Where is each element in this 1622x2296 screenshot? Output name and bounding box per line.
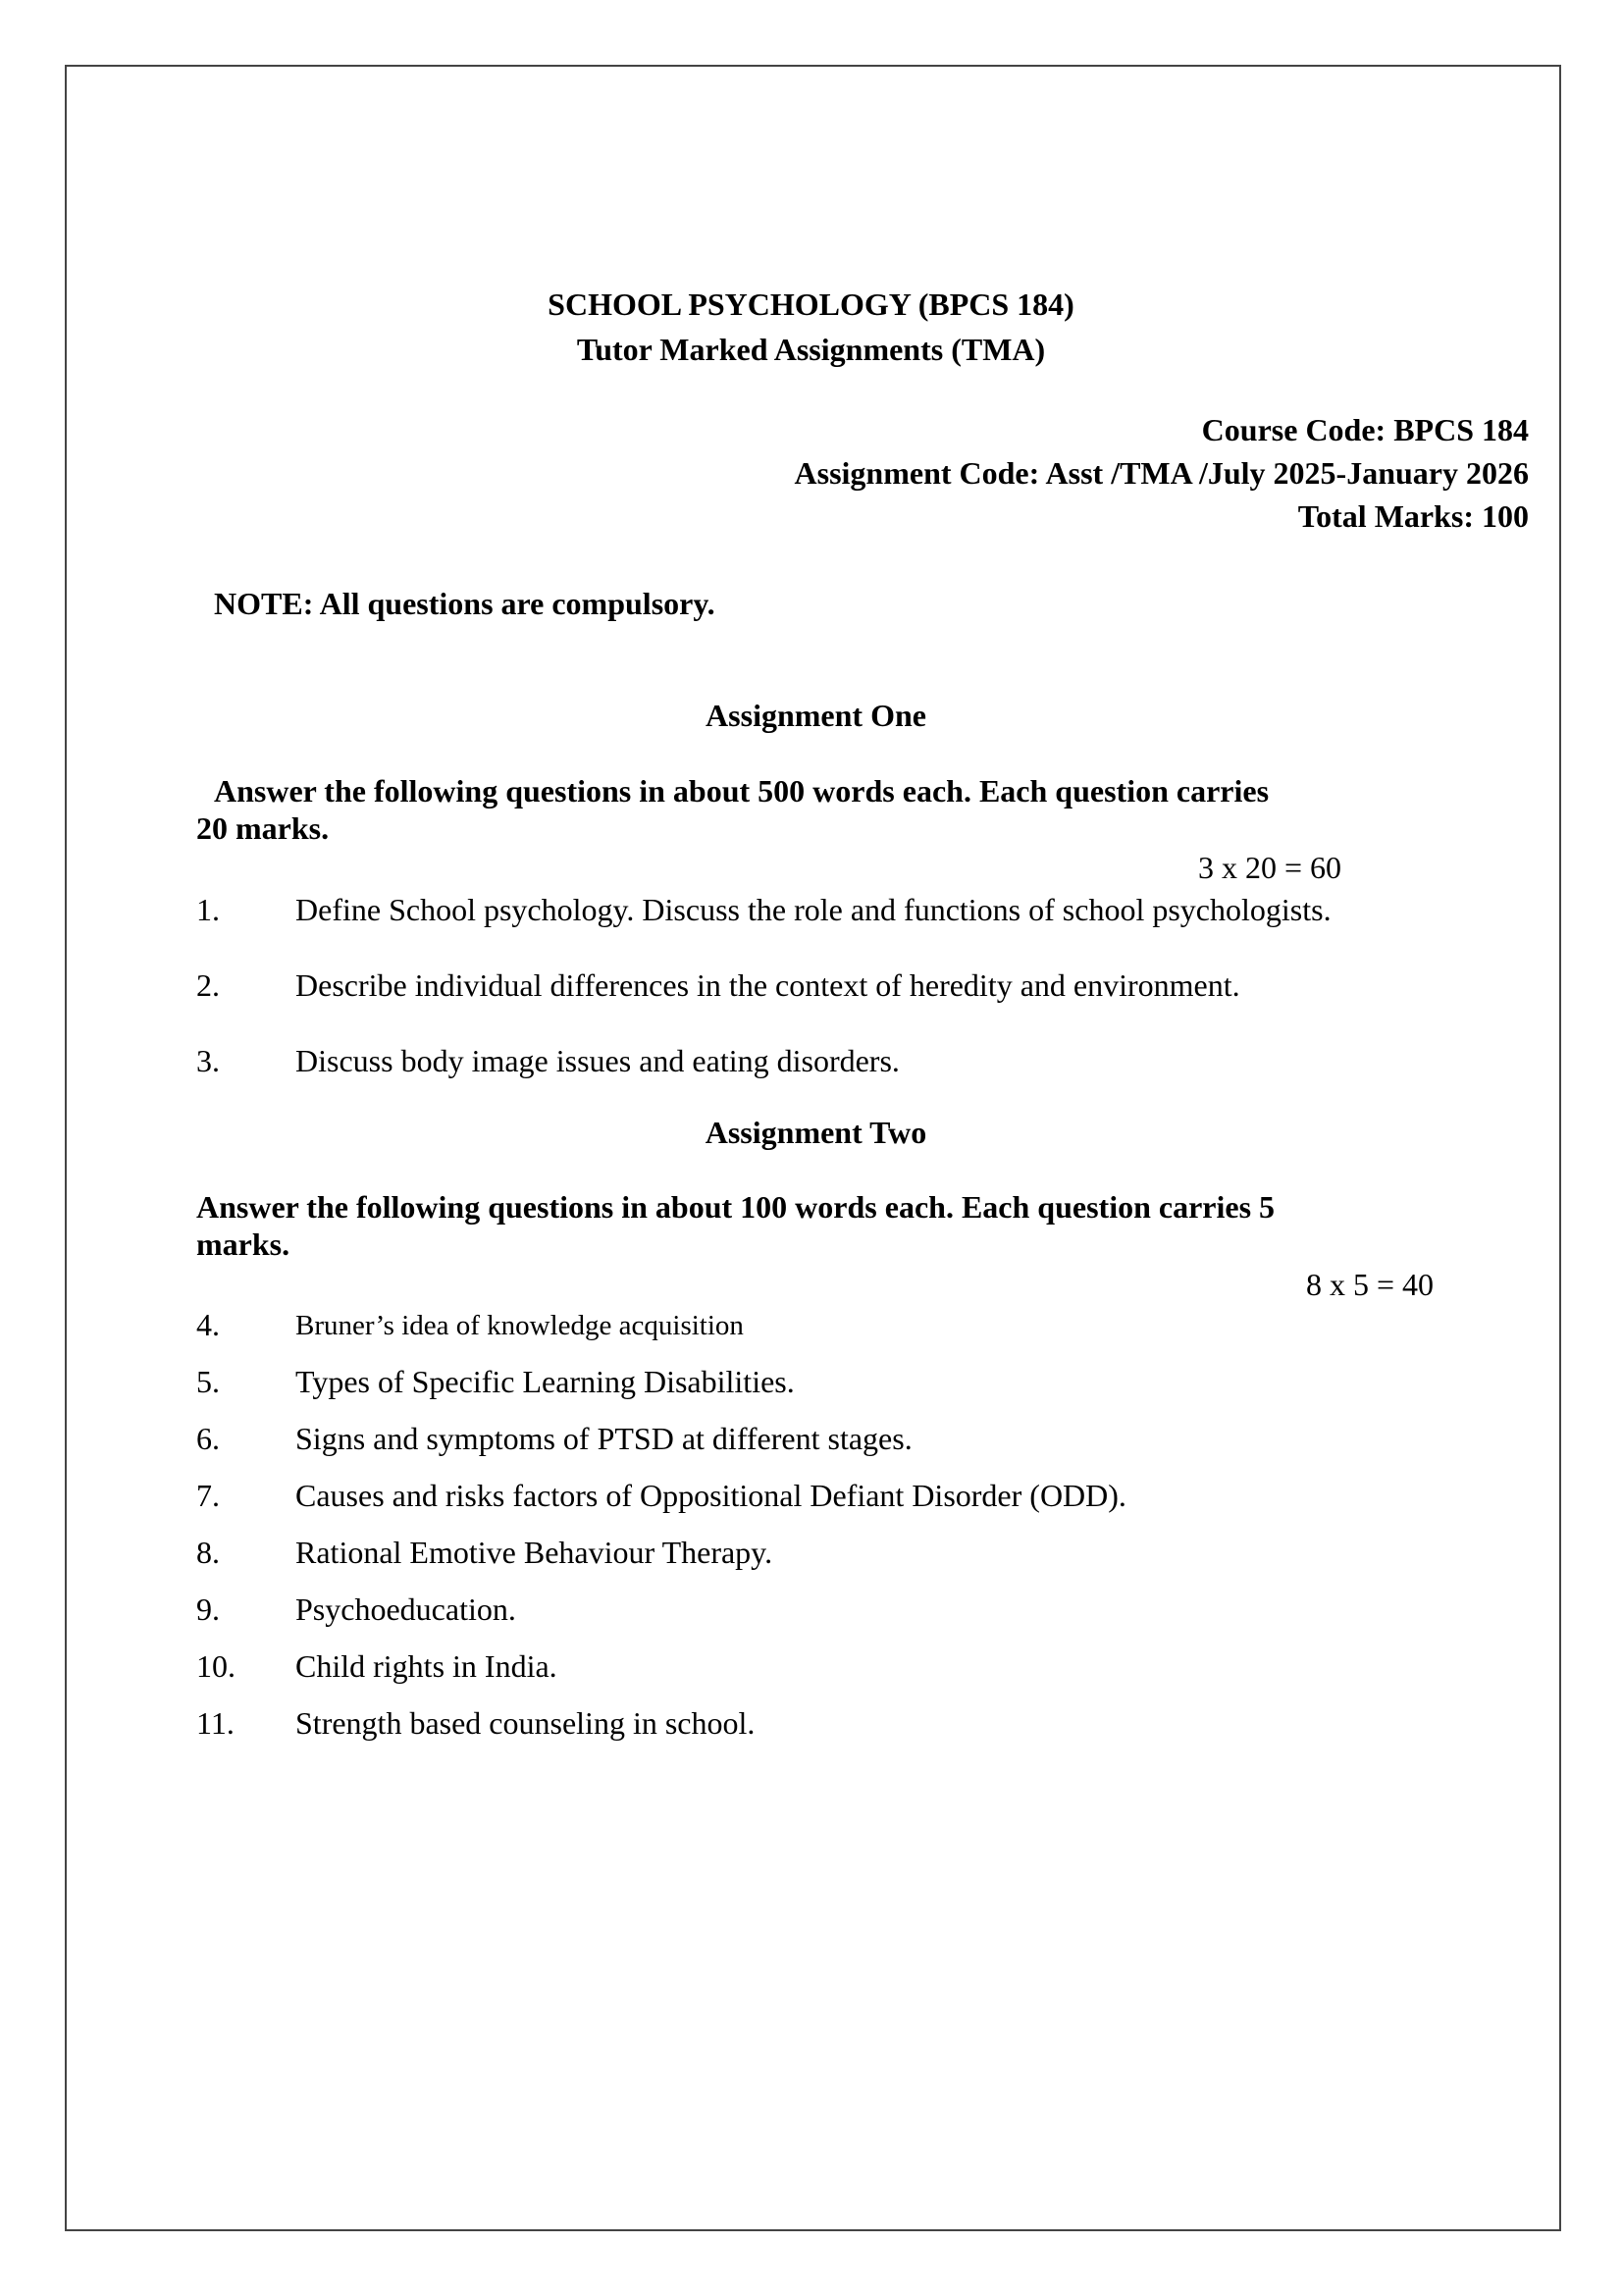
question-number: 7. [196,1478,220,1513]
assignment-two-heading: Assignment Two [705,1115,927,1150]
question-text: Strength based counseling in school. [295,1705,756,1741]
question-number: 1. [196,892,220,927]
document-title: SCHOOL PSYCHOLOGY (BPCS 184) [548,287,1074,322]
question-text: Psychoeducation. [295,1592,516,1627]
course-code: Course Code: BPCS 184 [1201,412,1529,447]
question-number: 3. [196,1043,220,1078]
question-text: Child rights in India. [295,1648,557,1684]
total-marks: Total Marks: 100 [1297,498,1529,534]
question-number: 11. [196,1705,235,1741]
question-number: 6. [196,1421,220,1456]
question-text: Signs and symptoms of PTSD at different stages. [295,1421,913,1456]
assignment-two-marks: 8 x 5 = 40 [1305,1267,1434,1302]
question-number: 9. [196,1592,220,1627]
assignment-one-instruction-line1: Answer the following questions in about 500 words each. Each question carries [214,773,1270,809]
question-text: Describe individual differences in the context of heredity and environment. [295,967,1240,1003]
question-text: Bruner’s idea of knowledge acquisition [295,1310,744,1341]
question-text: Define School psychology. Discuss the role and functions of school psychologists. [295,892,1332,927]
question-text: Causes and risks factors of Oppositional Defiant Disorder (ODD). [295,1478,1126,1513]
note: NOTE: All questions are compulsory. [214,586,715,621]
document-subtitle: Tutor Marked Assignments (TMA) [576,332,1046,367]
assignment-one-instruction-line2: 20 marks. [196,810,330,846]
assignment-two-instruction-line1: Answer the following questions in about 100 words each. Each question carries 5 [196,1189,1276,1225]
question-text: Types of Specific Learning Disabilities. [295,1364,795,1399]
assignment-one-marks: 3 x 20 = 60 [1197,850,1341,885]
assignment-one-heading: Assignment One [706,698,926,733]
question-number: 2. [196,967,220,1003]
question-text: Discuss body image issues and eating disorders. [295,1043,900,1078]
question-text: Rational Emotive Behaviour Therapy. [295,1535,773,1570]
question-number: 4. [196,1307,220,1342]
question-number: 5. [196,1364,220,1399]
assignment-code: Assignment Code: Asst /TMA /July 2025-January 2026 [794,455,1529,491]
question-number: 8. [196,1535,220,1570]
question-number: 10. [196,1648,235,1684]
assignment-two-instruction-line2: marks. [196,1226,290,1262]
